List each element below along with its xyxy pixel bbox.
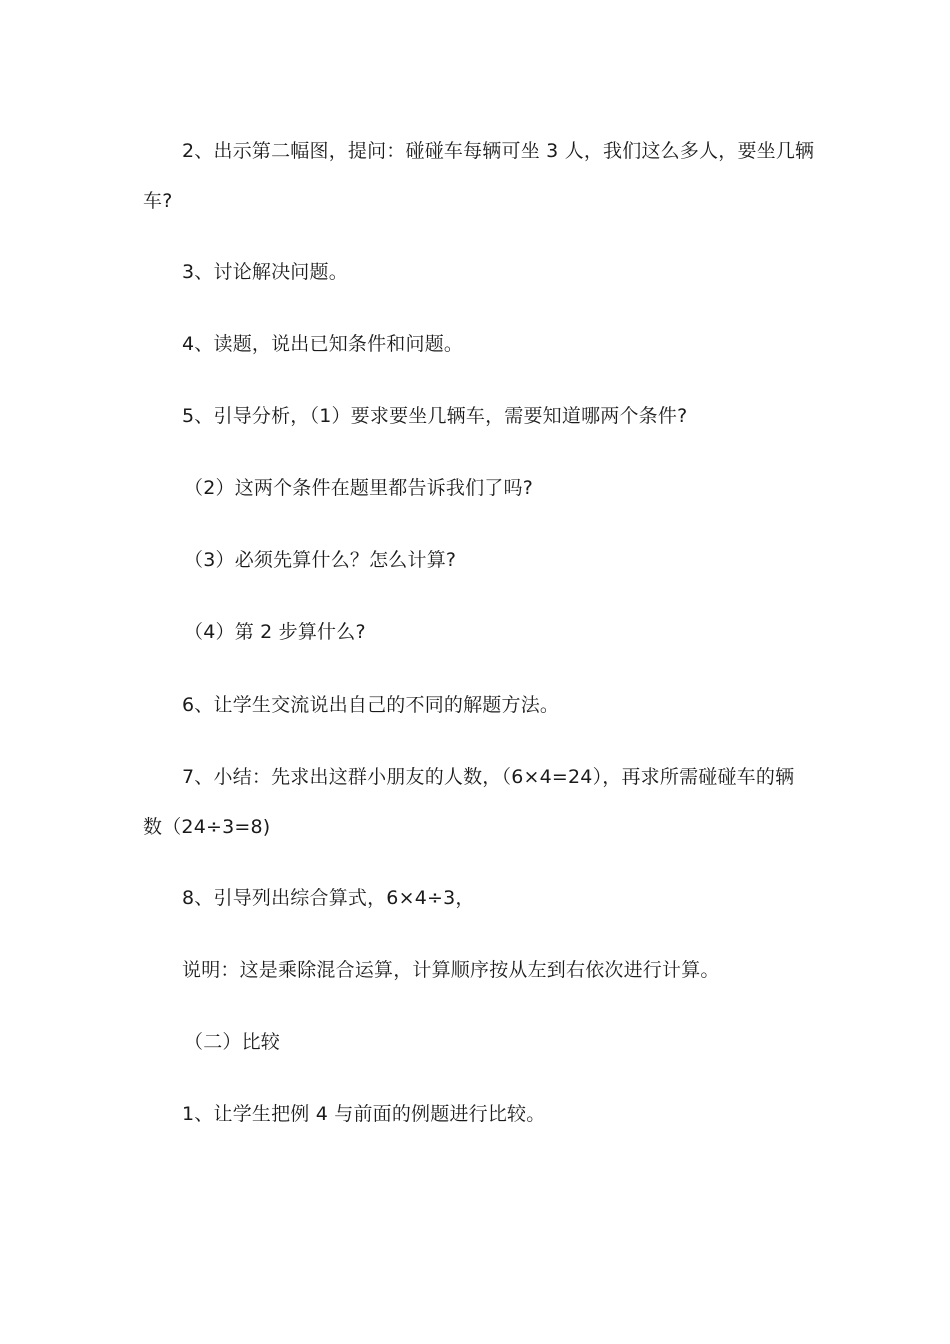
paragraph-step-6	[143, 680, 808, 730]
paragraph-text: （3）必须先算什么？怎么计算?	[184, 549, 457, 571]
paragraph-text: 4、读题，说出已知条件和问题。	[182, 333, 464, 355]
paragraph-text: 说明：这是乘除混合运算，计算顺序按从左到右依次进行计算。	[182, 959, 720, 981]
paragraph-step-2	[143, 126, 815, 226]
paragraph-sub-2	[143, 463, 808, 513]
paragraph-step-7	[143, 752, 808, 852]
paragraph-text: （2）这两个条件在题里都告诉我们了吗?	[184, 477, 533, 499]
paragraph-step-8	[143, 873, 808, 923]
paragraph-step-5	[143, 391, 808, 441]
paragraph-line: 车?	[143, 190, 173, 212]
paragraph-step-3	[143, 247, 808, 297]
paragraph-step-4	[143, 319, 808, 369]
paragraph-sub-4	[143, 607, 808, 657]
paragraph-line: 2、出示第二幅图，提问：碰碰车每辆可坐 3 人，我们这么多人，要坐几辆	[182, 140, 815, 162]
paragraph-sub-3	[143, 535, 808, 585]
paragraph-line: 数（24÷3=8)	[143, 816, 271, 838]
paragraph-text: 1、让学生把例 4 与前面的例题进行比较。	[182, 1103, 546, 1125]
paragraph-compare-1	[143, 1089, 808, 1139]
paragraph-text: 8、引导列出综合算式，6×4÷3，	[182, 887, 475, 909]
paragraph-explanation	[143, 945, 808, 995]
section-heading: （二）比较	[184, 1031, 281, 1053]
paragraph-text: 5、引导分析，（1）要求要坐几辆车，需要知道哪两个条件?	[182, 405, 688, 427]
paragraph-text: 3、讨论解决问题。	[182, 261, 348, 283]
paragraph-line: 7、小结：先求出这群小朋友的人数，（6×4=24），再求所需碰碰车的辆	[182, 766, 795, 788]
paragraph-text: 6、让学生交流说出自己的不同的解题方法。	[182, 694, 560, 716]
paragraph-text: （4）第 2 步算什么?	[184, 621, 366, 643]
section-heading-comparison	[143, 1017, 808, 1067]
